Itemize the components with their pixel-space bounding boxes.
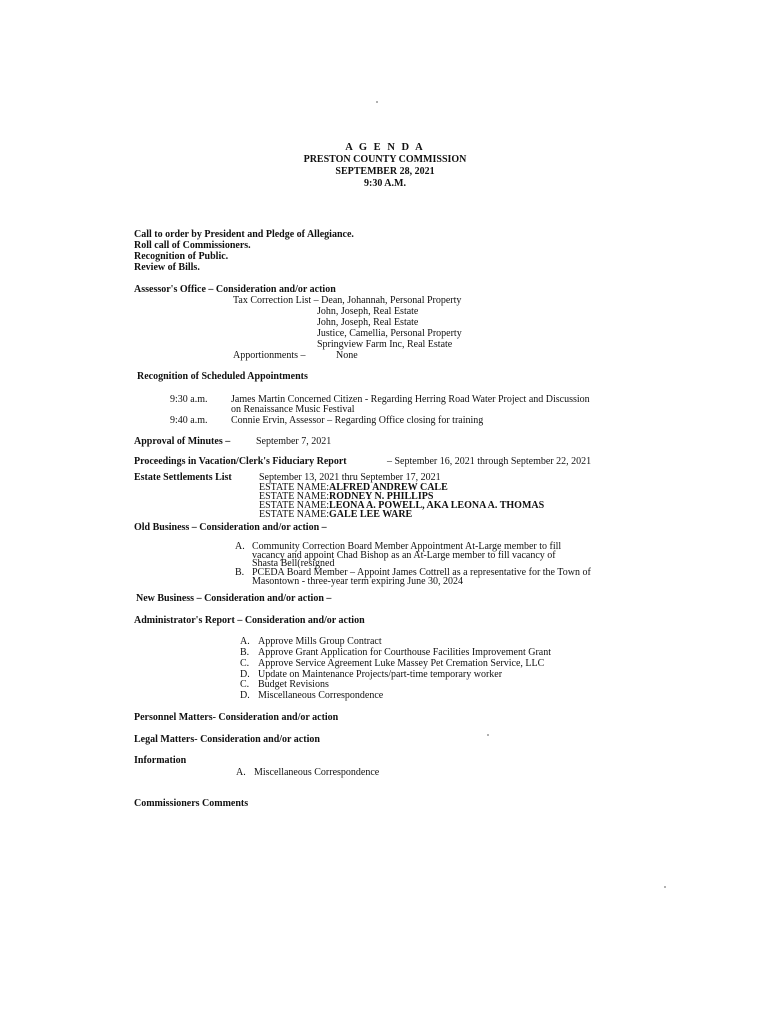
appointment-text: Connie Ervin, Assessor – Regarding Office closing for training <box>231 415 484 426</box>
tax-correction-label: Tax Correction List – Dean, Johannah, Personal Property <box>233 295 462 306</box>
tax-item: John, Joseph, Real Estate <box>317 317 419 328</box>
information-item: Miscellaneous Correspondence <box>254 767 380 778</box>
opening-item: Review of Bills. <box>134 262 200 273</box>
admin-letter: D. <box>240 690 250 701</box>
estate-label: Estate Settlements List <box>134 472 232 483</box>
old-business-text: Shasta Bell(resigned <box>252 558 335 569</box>
admin-item: Approve Mills Group Contract <box>258 636 382 647</box>
old-business-letter: B. <box>235 567 245 578</box>
estate-name: RODNEY N. PHILLIPS <box>329 491 434 502</box>
new-business-heading: New Business – Consideration and/or action – <box>136 593 332 604</box>
admin-item: Approve Service Agreement Luke Massey Pet Cremation Service, LLC <box>258 658 545 669</box>
estate-prefix: ESTATE NAME: <box>259 482 330 493</box>
estate-range: September 13, 2021 thru September 17, 2021 <box>259 472 441 483</box>
admin-letter: A. <box>240 636 250 647</box>
agenda-title: A G E N D A <box>345 142 425 153</box>
admin-letter: D. <box>240 669 250 680</box>
estate-prefix: ESTATE NAME: <box>259 509 330 520</box>
commission-name: PRESTON COUNTY COMMISSION <box>303 154 467 165</box>
estate-name: GALE LEE WARE <box>329 509 413 520</box>
information-letter: A. <box>236 767 246 778</box>
opening-item: Call to order by President and Pledge of Allegiance. <box>134 229 354 240</box>
proceedings-label: Proceedings in Vacation/Clerk's Fiduciary Report <box>134 456 347 467</box>
scan-speck <box>664 886 666 888</box>
admin-letter: C. <box>240 679 250 690</box>
old-business-text: Community Correction Board Member Appointment At-Large member to fill <box>252 541 562 552</box>
personnel-heading: Personnel Matters- Consideration and/or action <box>134 712 339 723</box>
assessor-heading: Assessor's Office – Consideration and/or action <box>134 284 336 295</box>
estate-entry <box>259 509 412 520</box>
old-business-heading: Old Business – Consideration and/or action – <box>134 522 327 533</box>
apportionments-label: Apportionments – <box>233 350 306 361</box>
opening-item: Roll call of Commissioners. <box>134 240 251 251</box>
meeting-date: SEPTEMBER 28, 2021 <box>335 166 435 177</box>
appointment-text: James Martin Concerned Citizen - Regarding Herring Road Water Project and Discussion <box>231 394 590 405</box>
information-heading: Information <box>134 755 187 766</box>
commissioners-heading: Commissioners Comments <box>134 798 249 809</box>
estate-prefix: ESTATE NAME: <box>259 491 330 502</box>
scan-speck <box>376 101 378 103</box>
estate-prefix: ESTATE NAME: <box>259 500 330 511</box>
proceedings-value: – September 16, 2021 through September 22, 2021 <box>387 456 592 467</box>
minutes-value: September 7, 2021 <box>256 436 332 447</box>
admin-letter: C. <box>240 658 250 669</box>
appointment-time: 9:40 a.m. <box>170 415 208 426</box>
apportionments-value: None <box>336 350 358 361</box>
minutes-label: Approval of Minutes – <box>134 436 231 447</box>
admin-item: Miscellaneous Correspondence <box>258 690 384 701</box>
scan-speck <box>487 734 489 736</box>
estate-name: LEONA A. POWELL, AKA LEONA A. THOMAS <box>329 500 545 511</box>
admin-item: Approve Grant Application for Courthouse Facilities Improvement Grant <box>258 647 551 658</box>
old-business-text: Masontown - three-year term expiring June 30, 2024 <box>252 576 464 587</box>
old-business-text: PCEDA Board Member – Appoint James Cottrell as a representative for the Town of <box>252 567 591 578</box>
meeting-time: 9:30 A.M. <box>364 178 406 189</box>
appointment-time: 9:30 a.m. <box>170 394 208 405</box>
tax-item: Justice, Camellia, Personal Property <box>317 328 462 339</box>
admin-item: Update on Maintenance Projects/part-time temporary worker <box>258 669 503 680</box>
admin-item: Budget Revisions <box>258 679 329 690</box>
opening-item: Recognition of Public. <box>134 251 229 262</box>
tax-item: Springview Farm Inc, Real Estate <box>317 339 453 350</box>
old-business-text: vacancy and appoint Chad Bishop as an At-Large member to fill vacancy of <box>252 550 556 561</box>
legal-heading: Legal Matters- Consideration and/or action <box>134 734 320 745</box>
estate-name: ALFRED ANDREW CALE <box>329 482 448 493</box>
administrator-heading: Administrator's Report – Consideration and/or action <box>134 615 365 626</box>
tax-item: John, Joseph, Real Estate <box>317 306 419 317</box>
appointment-text: on Renaissance Music Festival <box>231 404 355 415</box>
old-business-letter: A. <box>235 541 245 552</box>
appointments-heading: Recognition of Scheduled Appointments <box>137 371 308 382</box>
admin-letter: B. <box>240 647 250 658</box>
